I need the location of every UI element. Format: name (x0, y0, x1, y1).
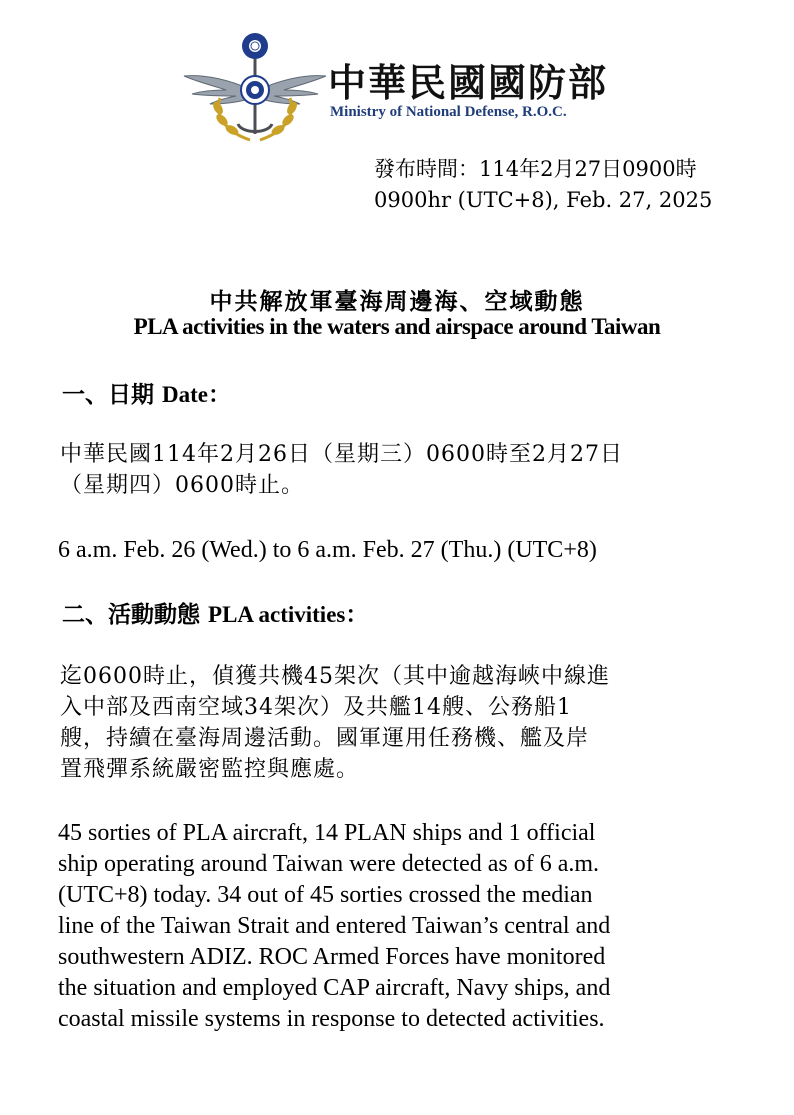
paragraph-line: ship operating around Taiwan were detected as of 6 a.m. (58, 851, 600, 877)
paragraph-line: 45 sorties of PLA aircraft, 14 PLAN ships and 1 official (58, 820, 596, 846)
paragraph-line: （星期四）0600時止。 (60, 473, 304, 498)
paragraph-line: 艘，持續在臺海周邊活動。國軍運用任務機、艦及岸 (60, 726, 590, 751)
section-activities-body-zh (60, 661, 750, 785)
org-name-en: Ministry of National Defense, R.O.C. (330, 104, 567, 120)
section-activities-heading-zh: 二、活動動態 (62, 601, 200, 628)
paragraph-line: the situation and employed CAP aircraft, Navy ships, and (58, 975, 611, 1001)
paragraph-line: 6 a.m. Feb. 26 (Wed.) to 6 a.m. Feb. 27 (Thu.) (UTC+8) (58, 537, 597, 563)
org-name-zh: 中華民國國防部 (328, 61, 609, 105)
section-activities-heading-en: PLA activities： (208, 602, 369, 627)
document-title-en: PLA activities in the waters and airspace around Taiwan (133, 314, 661, 339)
section-date-body-en (58, 535, 738, 566)
paragraph-line: southwestern ADIZ. ROC Armed Forces have monitored (58, 944, 606, 970)
paragraph-line: 迄0600時止，偵獲共機45架次（其中逾越海峽中線進 (60, 664, 610, 689)
paragraph-line: 置飛彈系統嚴密監控與應處。 (60, 757, 360, 782)
release-time-zh: 發布時間：114年2月27日0900時 (374, 157, 697, 181)
release-time-block (374, 154, 712, 216)
paragraph-line: 中華民國114年2月26日（星期三）0600時至2月27日 (60, 442, 623, 467)
section-activities-heading (62, 596, 368, 629)
section-date-body-zh (60, 439, 750, 501)
paragraph-line: 入中部及西南空域34架次）及共艦14艘、公務船1 (60, 695, 572, 720)
paragraph-line: line of the Taiwan Strait and entered Taiwan’s central and (58, 913, 611, 939)
letterhead (180, 28, 640, 148)
release-time-en: 0900hr (UTC+8), Feb. 27, 2025 (374, 188, 713, 212)
section-date-heading (62, 376, 231, 409)
paragraph-line: (UTC+8) today. 34 out of 45 sorties crossed the median (58, 882, 593, 908)
section-activities-body-en (58, 818, 738, 1035)
document-title-zh: 中共解放軍臺海周邊海、空域動態 (209, 288, 585, 315)
paragraph-line: coastal missile systems in response to detected activities. (58, 1006, 605, 1032)
mnd-emblem-logo (180, 28, 330, 146)
section-date-heading-zh: 一、日期 (62, 381, 154, 408)
section-date-heading-en: Date： (162, 382, 231, 407)
